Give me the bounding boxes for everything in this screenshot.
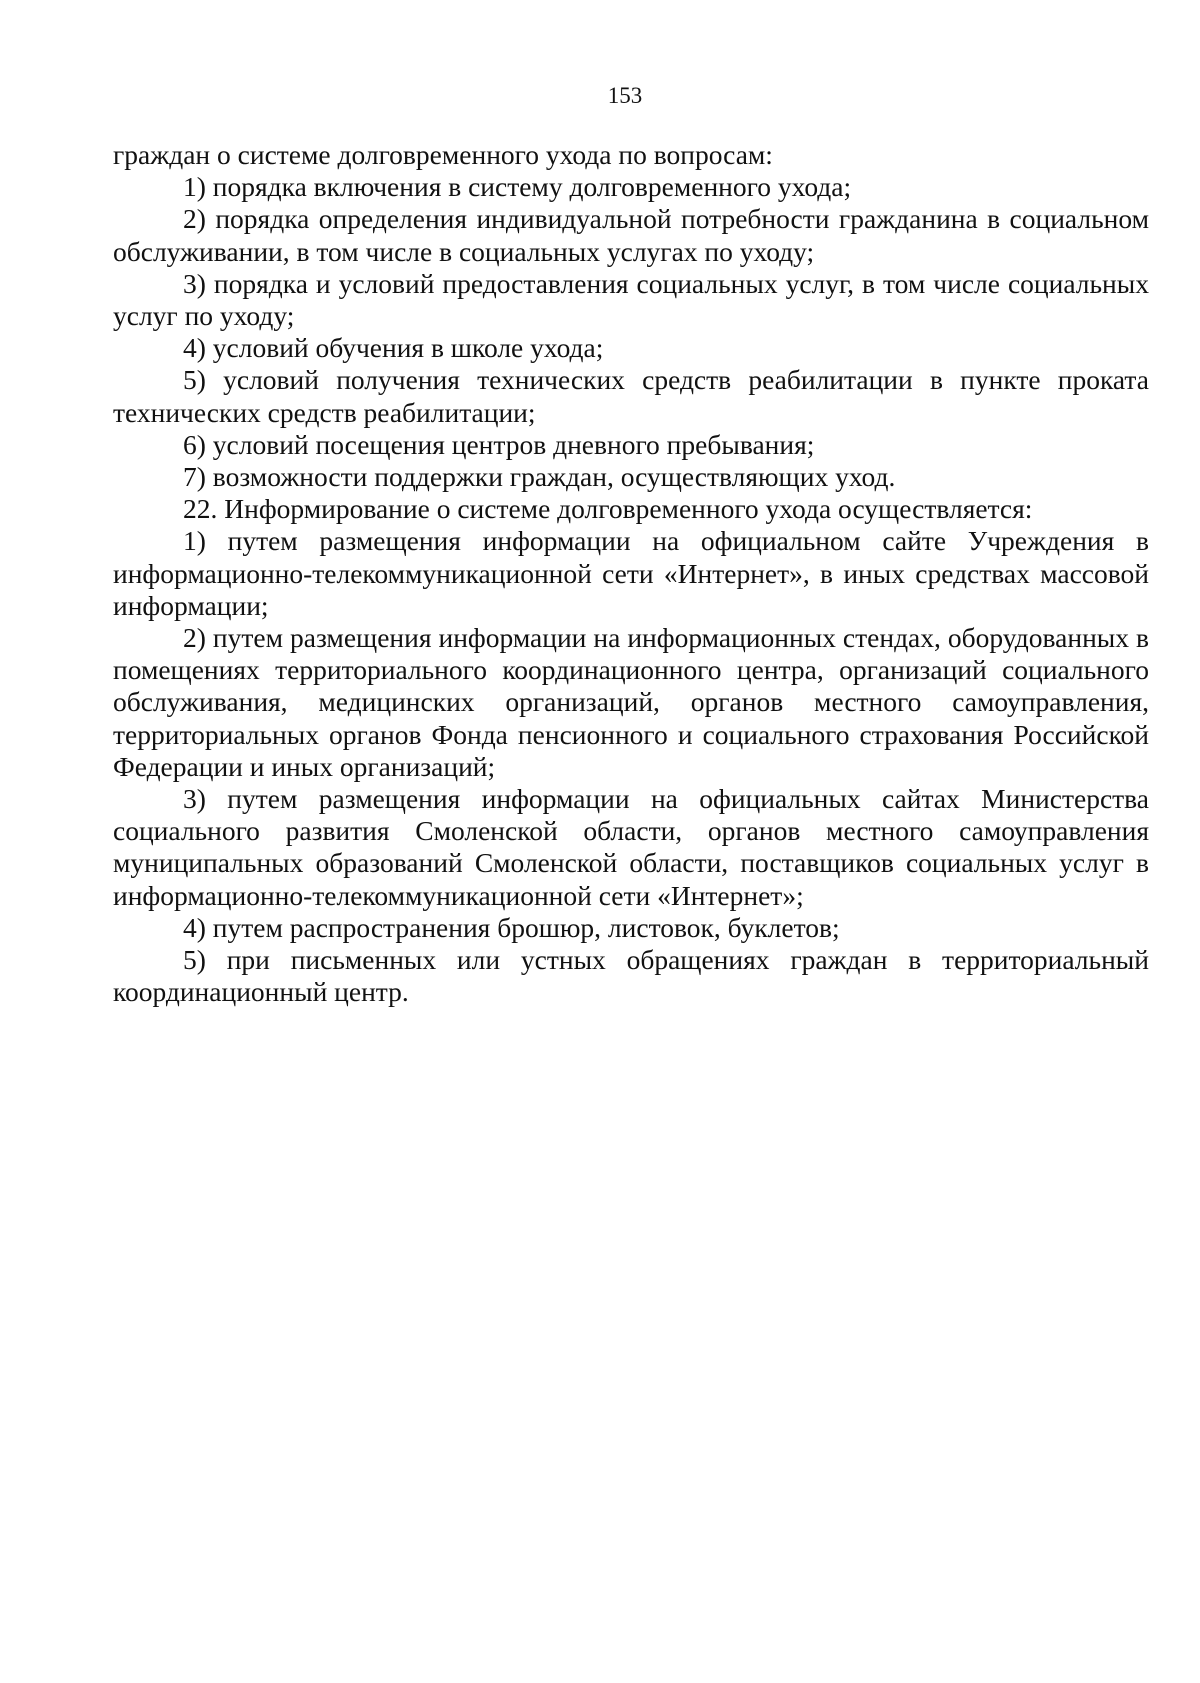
list-item-brochures: 4) путем распространения брошюр, листовок, буклетов;	[183, 911, 840, 943]
list-item-citizen-appeals: 5) при письменных или устных обращениях граждан в территориальный координационный центр.	[113, 944, 1149, 1008]
list-item-care-school: 4) условий обучения в школе ухода;	[183, 332, 604, 364]
document-body	[113, 139, 1149, 1008]
list-item-ministry-websites: 3) путем размещения информации на официальных сайтах Министерства социального развития Смоленской области, органов местного самоуправления муниципальных образований Смоленской области, поставщиков социальных услуг в информационно-телекоммуникационной сети «Интернет»;	[113, 783, 1149, 911]
list-item-official-website: 1) путем размещения информации на официальном сайте Учреждения в информационно-телекоммуникационной сети «Интернет», в иных средствах массовой информации;	[113, 525, 1149, 621]
list-item-day-centers: 6) условий посещения центров дневного пребывания;	[183, 428, 815, 460]
list-item-needs-assessment: 2) порядка определения индивидуальной потребности гражданина в социальном обслуживании, в том числе в социальных услугах по уходу;	[113, 203, 1149, 267]
list-item-rehab-equipment: 5) условий получения технических средств реабилитации в пункте проката технических средств реабилитации;	[113, 364, 1149, 428]
list-item-info-stands: 2) путем размещения информации на информационных стендах, оборудованных в помещениях территориального координационного центра, организаций социального обслуживания, медицинских организаций, органов местного самоуправления, территориальных органов Фонда пенсионного и социального страхования Российской Федерации и иных организаций;	[113, 622, 1149, 782]
page-number: 153	[607, 83, 643, 108]
list-item-caregiver-support: 7) возможности поддержки граждан, осуществляющих уход.	[183, 461, 896, 493]
paragraph-intro-continuation: граждан о системе долговременного ухода по вопросам:	[113, 139, 773, 170]
list-item-inclusion-procedure: 1) порядка включения в систему долговременного ухода;	[183, 171, 852, 203]
list-item-service-conditions: 3) порядка и условий предоставления социальных услуг, в том числе социальных услуг по уходу;	[113, 267, 1149, 332]
section-22-heading: 22. Информирование о системе долговременного ухода осуществляется:	[183, 493, 1033, 525]
